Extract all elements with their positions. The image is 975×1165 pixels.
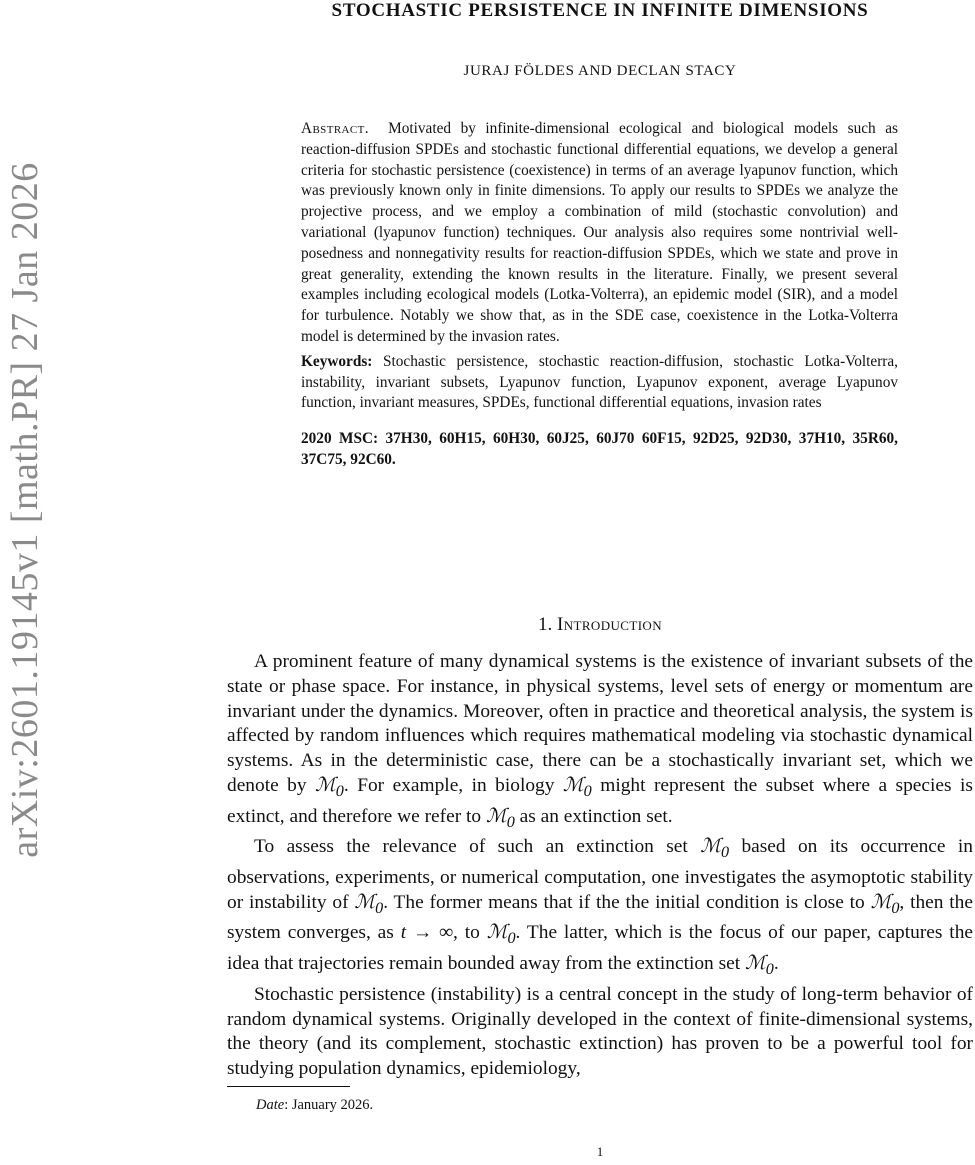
page-number: 1 — [596, 1144, 604, 1159]
p2-text-d: , then the system converges, as — [227, 891, 973, 944]
footnote-label: Date — [256, 1097, 285, 1113]
p2-text-f: . The latter, which is the focus of our paper, captures the idea that trajectories remain bounded away from the extinction set — [227, 922, 973, 975]
keywords-paragraph — [301, 352, 898, 414]
paper-title: STOCHASTIC PERSISTENCE IN INFINITE DIMENSIONS — [331, 0, 869, 21]
m0-symbol: ℳ$_0$ — [562, 774, 592, 800]
p1-text-d: as an extinction set. — [519, 805, 673, 827]
section-number: 1. — [537, 614, 553, 635]
keywords-text: Stochastic persistence, stochastic reaction-diffusion, stochastic Lotka-Volterra, instability, invariant subsets, Lyapunov function, Lyapunov exponent, average Lyapunov function, invariant measures, SPDEs, functional differential equations, invasion rates — [301, 352, 898, 412]
paragraph-2 — [227, 835, 973, 982]
abstract-text: Motivated by infinite-dimensional ecological and biological models such as reaction-diffusion SPDEs and stochastic functional differential equations, we develop a general criteria for stochastic persistence (coexistence) in terms of an average lyapunov function, which was previously known only in finite dimensions. To apply our results to SPDEs we analyze the projective process, and we employ a combination of mild (stochastic convolution) and variational (lyapunov function) techniques. Our analysis also requires some nontrivial well-posedness and nonnegativity results for reaction-diffusion SPDEs, which we state and prove in great generality, extending the known results in the literature. Finally, we present several examples including ecological models (Lotka-Volterra), an epidemic model (SIR), and a model for turbulence. Notably we show that, as in the SDE case, coexistence in the Lotka-Volterra model is determined by the invasion rates. — [301, 120, 898, 345]
m0-symbol: ℳ$_0$ — [870, 891, 900, 917]
keywords-label: Keywords: — [301, 352, 373, 370]
section-heading — [227, 614, 973, 636]
paragraph-3: Stochastic persistence (instability) is a central concept in the study of long-term behavior of random dynamical systems. Originally developed in the context of finite-dimensional systems, the theory (and its complement, stochastic extinction) has proven to be a powerful tool for studying population dynamics, epidemiology, — [227, 983, 973, 1080]
paragraph-1 — [227, 650, 973, 835]
arxiv-stamp — [0, 130, 50, 890]
p2-text-b: based on its occurrence in observations, experiments, or numerical computation, one investigates the asymoptotic stability or instability of — [227, 836, 973, 913]
section-title: Introduction — [556, 614, 662, 635]
abstract-block — [301, 119, 898, 471]
p2-text-e: , to — [453, 922, 480, 944]
t-limit-expression: t → ∞ — [400, 922, 454, 944]
body-text — [227, 650, 973, 1082]
arxiv-stamp-text: arXiv:2601.19145v1 [math.PR] 27 Jan 2026 — [4, 162, 46, 858]
msc-codes: 2020 MSC: 37H30, 60H15, 60H30, 60J25, 60J70 60F15, 92D25, 92D30, 37H10, 35R60, 37C75, 92C60. — [301, 430, 898, 468]
p2-text-a: To assess the relevance of such an extinction set — [254, 836, 688, 858]
footnote-text: : January 2026. — [284, 1097, 374, 1113]
m0-symbol: ℳ$_0$ — [315, 774, 344, 800]
abstract-heading: Abstract. — [301, 120, 369, 137]
p2-text-c: . The former means that if the the initial condition is close to — [383, 891, 865, 913]
paper-authors: JURAJ FÖLDES AND DECLAN STACY — [463, 63, 737, 79]
m0-symbol: ℳ$_0$ — [485, 805, 515, 831]
m0-symbol: ℳ$_0$ — [700, 836, 730, 862]
p1-text-c: might represent the subset where a species is extinct, and therefore we refer to — [227, 774, 973, 827]
p1-text-b: . For example, in biology — [343, 774, 555, 796]
m0-symbol: ℳ$_0$ — [486, 922, 516, 948]
footnote — [256, 1097, 373, 1114]
m0-symbol: ℳ$_0$ — [354, 891, 384, 917]
abstract-paragraph — [301, 119, 898, 348]
m0-symbol: ℳ$_0$ — [744, 953, 774, 979]
p1-text-a: A prominent feature of many dynamical systems is the existence of invariant subsets of the state or phase space. For instance, in physical systems, level sets of energy or momentum are invariant under the dynamics. Moreover, often in practice and theoretical analysis, the system is affected by random influences which requires mathematical modeling via stochastic dynamical systems. As in the deterministic case, there can be a stochastically invariant set, which we denote by — [227, 651, 973, 796]
p2-text-g: . — [773, 953, 779, 975]
footnote-rule — [227, 1086, 350, 1087]
